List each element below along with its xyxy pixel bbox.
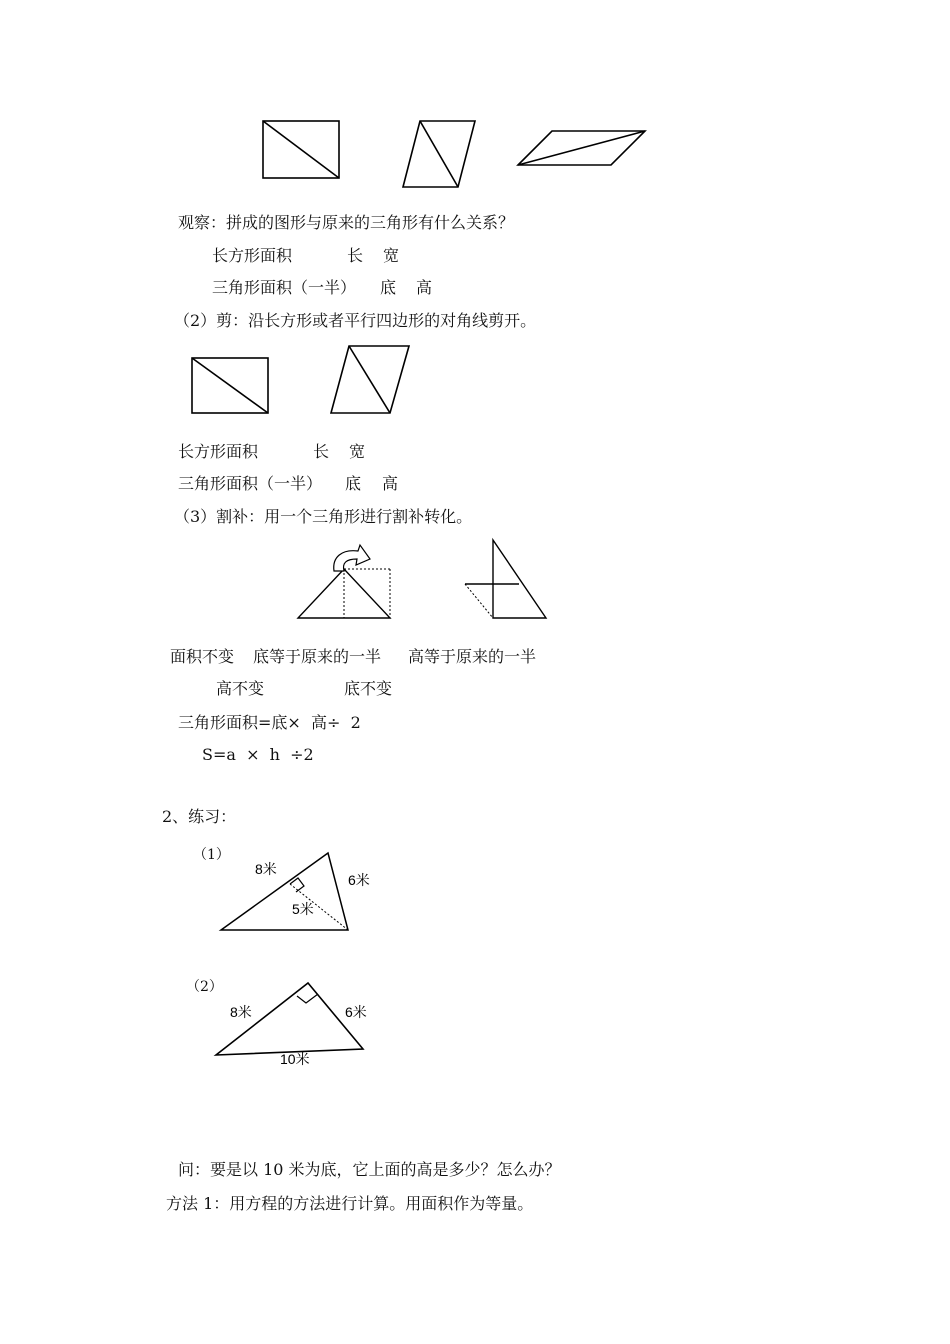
area-unchanged-text: 面积不变 (170, 647, 235, 666)
exercise-2-label: （2） (186, 979, 223, 995)
parallelogram-diagonal (420, 121, 458, 187)
rect-area-label-2: 长方形面积 (178, 442, 259, 461)
question-text: 问：要是以 10 米为底，它上面的高是多少？怎么办？ (178, 1160, 561, 1179)
exercise-1-height: 5米 (292, 901, 314, 917)
length-label-2: 长 (313, 442, 330, 461)
length-label: 长 (347, 246, 364, 265)
combined-shapes-figure (255, 115, 655, 195)
height-label-2: 高 (382, 474, 399, 493)
right-angle-mark-2 (297, 994, 318, 1003)
cut-fill-figure (290, 535, 555, 625)
height-label: 高 (416, 278, 433, 297)
observe-text: 观察：拼成的图形与原来的三角形有什么关系？ (178, 213, 515, 232)
formula-symbols: S=a × h ÷2 (202, 745, 314, 764)
flat-parallelogram-diagonal (518, 131, 645, 165)
practice-title: 2、练习： (162, 807, 237, 826)
cut-shapes-figure (185, 340, 415, 420)
rectangle-diagonal (263, 121, 339, 178)
exercise-2-side-a: 8米 (230, 1004, 252, 1020)
rotate-arrow-icon (334, 545, 370, 571)
cut-rectangle-diagonal (192, 358, 268, 413)
base-half-text: 底等于原来的一半 (253, 647, 382, 666)
width-label-2: 宽 (349, 442, 366, 461)
triangle-area-label-2: 三角形面积（一半） (178, 474, 323, 493)
exercise-2-base: 10米 (280, 1051, 310, 1067)
rect-area-label: 长方形面积 (212, 246, 293, 265)
exercise-2-figure (210, 975, 380, 1070)
exercise-2-side-b: 6米 (345, 1004, 367, 1020)
base-label-2: 底 (345, 474, 362, 493)
triangle-area-label: 三角形面积（一半） (212, 278, 357, 297)
formula-words: 三角形面积=底× 高÷ 2 (178, 713, 361, 732)
method-1-text: 方法 1：用方程的方法进行计算。用面积作为等量。 (166, 1194, 534, 1213)
exercise-1-triangle (221, 853, 348, 930)
right-triangle-shape (493, 540, 546, 618)
height-half-text: 高等于原来的一半 (408, 647, 537, 666)
width-label: 宽 (383, 246, 400, 265)
exercise-1-side-a: 8米 (255, 861, 277, 877)
exercise-1-figure (215, 848, 385, 938)
base-unchanged-text: 底不变 (344, 679, 393, 698)
exercise-1-label: （1） (193, 847, 230, 863)
cut-parallelogram-diagonal (349, 346, 390, 413)
fill-step-text: （3）割补：用一个三角形进行割补转化。 (174, 507, 473, 526)
exercise-1-side-b: 6米 (348, 872, 370, 888)
base-label: 底 (380, 278, 397, 297)
height-unchanged-text: 高不变 (216, 679, 265, 698)
cut-step-text: （2）剪：沿长方形或者平行四边形的对角线剪开。 (174, 311, 537, 330)
cut-piece-dashed (465, 584, 493, 618)
